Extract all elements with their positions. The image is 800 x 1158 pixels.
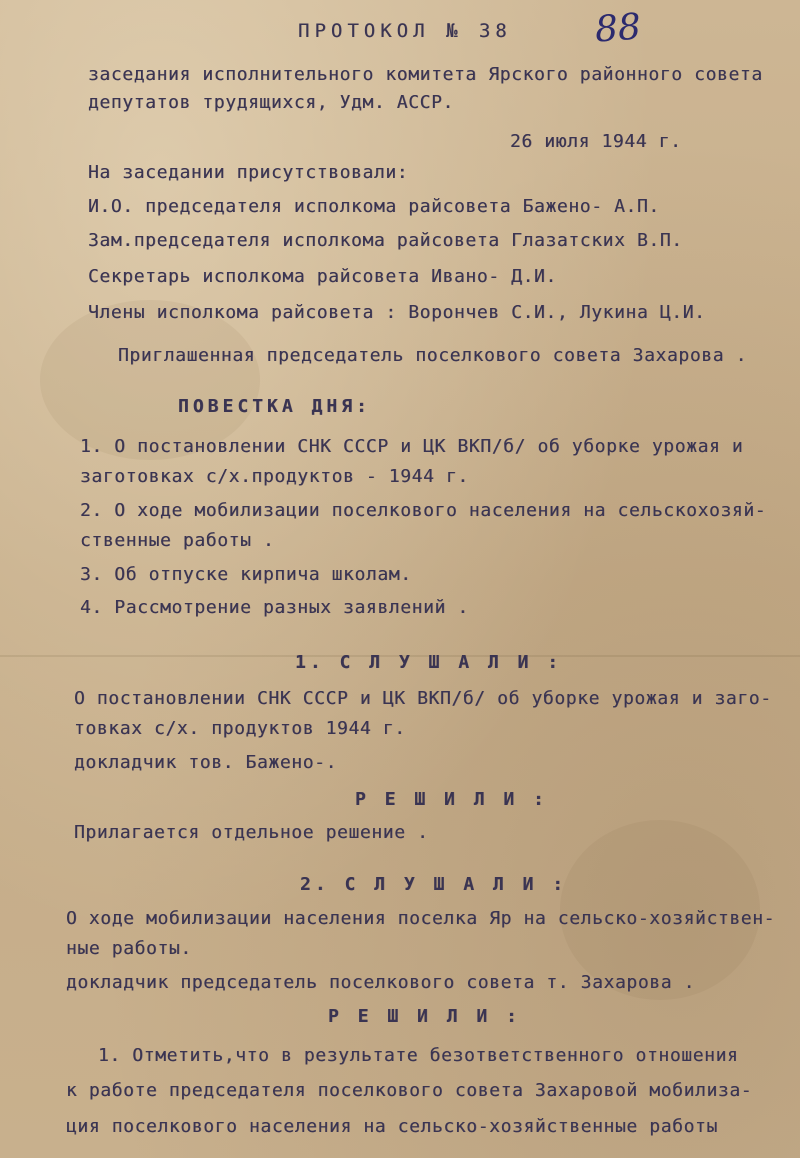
attendance-heading: На заседании присутствовали: — [88, 162, 409, 183]
section-heading-heard: 1. С Л У Ш А Л И : — [295, 652, 563, 673]
attendee-line: Зам.председателя исполкома райсовета Глазатских В.П. — [88, 230, 683, 251]
protocol-title: ПРОТОКОЛ № 38 — [298, 20, 512, 42]
agenda-item: 4. Рассмотрение разных заявлений . — [80, 597, 469, 618]
body-line: товках с/х. продуктов 1944 г. — [74, 718, 406, 739]
header-line: депутатов трудящихся, Удм. АССР. — [88, 92, 454, 113]
header-line: заседания исполнительного комитета Ярского районного совета — [88, 64, 763, 85]
section-heading-decided: Р Е Ш И Л И : — [328, 1006, 521, 1027]
section-heading-heard: 2. С Л У Ш А Л И : — [300, 874, 568, 895]
invited-line: Приглашенная председатель поселкового совета Захарова . — [118, 345, 748, 366]
body-line: к работе председателя поселкового совета Захаровой мобилиза- — [66, 1080, 753, 1101]
attendee-line: Секретарь исполкома райсовета Ивано- Д.И. — [88, 266, 557, 287]
agenda-item: 1. О постановлении СНК СССР и ЦК ВКП/б/ об уборке урожая и — [80, 436, 744, 457]
body-line: О ходе мобилизации населения поселка Яр на сельско-хозяйствен- — [66, 908, 776, 929]
body-line: 1. Отметить,что в результате безответственного отношения — [98, 1045, 739, 1066]
section-heading-decided: Р Е Ш И Л И : — [355, 789, 548, 810]
protocol-date: 26 июля 1944 г. — [510, 131, 682, 152]
body-line: Прилагается отдельное решение . — [74, 822, 429, 843]
body-line: ция поселкового населения на сельско-хозяйственные работы — [66, 1116, 718, 1137]
attendee-line: Члены исполкома райсовета : Ворончев С.И., Лукина Ц.И. — [88, 302, 706, 323]
agenda-heading: ПОВЕСТКА ДНЯ: — [178, 396, 371, 417]
body-line: О постановлении СНК СССР и ЦК ВКП/б/ об уборке урожая и заго- — [74, 688, 772, 709]
attendee-line: И.О. председателя исполкома райсовета Бажено- А.П. — [88, 196, 660, 217]
agenda-item: заготовках с/х.продуктов - 1944 г. — [80, 466, 469, 487]
agenda-item: 2. О ходе мобилизации поселкового населения на сельскохозяй- — [80, 500, 767, 521]
handwritten-page-number: 88 — [593, 6, 643, 51]
body-line: докладчик тов. Бажено-. — [74, 752, 338, 773]
agenda-item: ственные работы . — [80, 530, 275, 551]
body-line: ные работы. — [66, 938, 192, 959]
agenda-item: 3. Об отпуске кирпича школам. — [80, 564, 412, 585]
body-line: докладчик председатель поселкового совета т. Захарова . — [66, 972, 696, 993]
